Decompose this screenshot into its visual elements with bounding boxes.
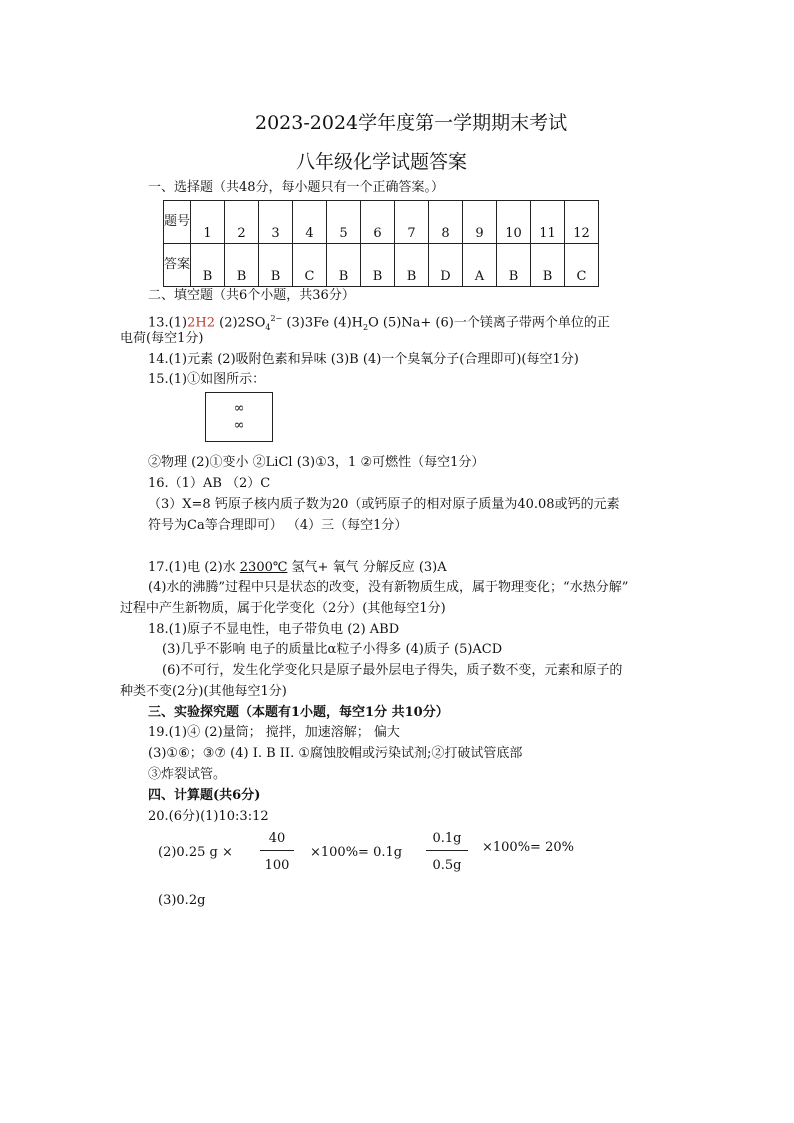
table-cell: B <box>327 244 361 287</box>
q19-line1: 19.(1)④ (2)量筒； 搅拌，加速溶解； 偏大 <box>148 725 400 740</box>
table-cell: 6 <box>361 201 395 244</box>
fraction1-bar <box>260 850 294 851</box>
fraction1-numerator: 40 <box>268 831 286 846</box>
q20-line3: (3)0.2g <box>158 893 206 908</box>
diagram-box <box>205 392 273 442</box>
table-cell: C <box>293 244 327 287</box>
row-label-number: 题号 <box>164 201 191 244</box>
table-cell: A <box>463 244 497 287</box>
q16-line1: 16.（1）AB （2）C <box>148 476 271 491</box>
table-row-numbers <box>164 201 599 244</box>
q17-line2: (4)水的沸腾”过程中只是状态的改变，没有新物质生成，属于物理变化；“水热分解” <box>148 580 629 595</box>
table-cell: 9 <box>463 201 497 244</box>
fraction2-numerator: 0.1g <box>432 831 462 846</box>
table-cell: B <box>395 244 429 287</box>
q20-line1: 20.(6分)(1)10:3:12 <box>148 809 269 824</box>
table-cell: 7 <box>395 201 429 244</box>
table-row-answers <box>164 244 599 287</box>
table-cell: B <box>259 244 293 287</box>
fraction2-denominator: 0.5g <box>432 858 462 873</box>
fraction2-bar <box>426 850 468 851</box>
q20-part2-prefix: (2)0.25 g × <box>158 845 233 860</box>
table-cell: 10 <box>497 201 531 244</box>
table-cell: 3 <box>259 201 293 244</box>
q17-temperature: 2300℃ <box>239 560 288 575</box>
table-cell: C <box>565 244 599 287</box>
q19-line2: (3)①⑥；③⑦ (4) I. B II. ①腐蚀胶帽或污染试剂;②打破试管底部 <box>148 746 523 761</box>
table-cell: D <box>429 244 463 287</box>
q16-line2: （3）X=8 钙原子核内质子数为20（或钙原子的相对原子质量为40.08或钙的元素 <box>148 497 620 512</box>
q18-line3: (6)不可行，发生化学变化只是原子最外层电子得失，质子数不变，元素和原子的 <box>162 663 623 678</box>
infinity-icon: ∞ <box>233 401 245 416</box>
table-cell: 4 <box>293 201 327 244</box>
answer-table <box>163 200 599 287</box>
table-cell: 8 <box>429 201 463 244</box>
table-cell: B <box>361 244 395 287</box>
section2-heading: 二、填空题（共6个小题，共36分） <box>148 288 355 303</box>
table-cell: 1 <box>191 201 225 244</box>
q14-line: 14.(1)元素 (2)吸附色素和异味 (3)B (4)一个臭氧分子(合理即可)(每空1分) <box>148 352 579 367</box>
q18-line4: 种类不变(2分)(其他每空1分) <box>120 684 287 699</box>
table-cell: 11 <box>531 201 565 244</box>
table-cell: B <box>225 244 259 287</box>
section4-heading: 四、计算题(共6分) <box>148 788 261 803</box>
page-subtitle: 八年级化学试题答案 <box>296 151 468 173</box>
section3-heading: 三、实验探究题（本题有1小题，每空1分 共10分） <box>148 705 449 720</box>
q15-line1: 15.(1)①如图所示： <box>148 372 266 387</box>
q15-line2: ②物理 (2)①变小 ②LiCl (3)①3，1 ②可燃性（每空1分） <box>148 455 485 470</box>
page-title: 2023-2024学年度第一学期期末考试 <box>255 112 568 134</box>
q18-line1: 18.(1)原子不显电性，电子带负电 (2) ABD <box>148 622 400 637</box>
table-cell: B <box>191 244 225 287</box>
q20-tail: ×100%= 20% <box>482 840 574 855</box>
row-label-answer: 答案 <box>164 244 191 287</box>
infinity-icon: ∞ <box>233 418 245 433</box>
fraction1-denominator: 100 <box>264 858 290 873</box>
section1-heading: 一、选择题（共48分，每小题只有一个正确答案。） <box>148 180 445 195</box>
table-cell: 2 <box>225 201 259 244</box>
q16-line3: 符号为Ca等合理即可） （4）三（每空1分） <box>148 518 408 533</box>
table-cell: 5 <box>327 201 361 244</box>
q17-line3: 过程中产生新物质，属于化学变化（2分）(其他每空1分) <box>120 601 446 616</box>
table-cell: B <box>497 244 531 287</box>
q17-line1: 17.(1)电 (2)水 2300℃ 氢气+ 氧气 分解反应 (3)A <box>148 560 447 575</box>
q20-mid: ×100%= 0.1g <box>310 845 403 860</box>
q19-line3: ③炸裂试管。 <box>148 767 227 782</box>
q13-line1: 13.(1)2H2 $(2)2SO_4^{2-}$ (3)3Fe $(4)H_2O$ (5)Na+ (6)一个镁离子带两个单位的正 <box>148 314 610 332</box>
table-cell: 12 <box>565 201 599 244</box>
table-cell: B <box>531 244 565 287</box>
q13-line2: 电荷(每空1分) <box>120 331 204 346</box>
q13-red-answer: 2H2 <box>187 315 215 331</box>
q18-line2: (3)几乎不影响 电子的质量比α粒子小得多 (4)质子 (5)ACD <box>162 642 503 657</box>
